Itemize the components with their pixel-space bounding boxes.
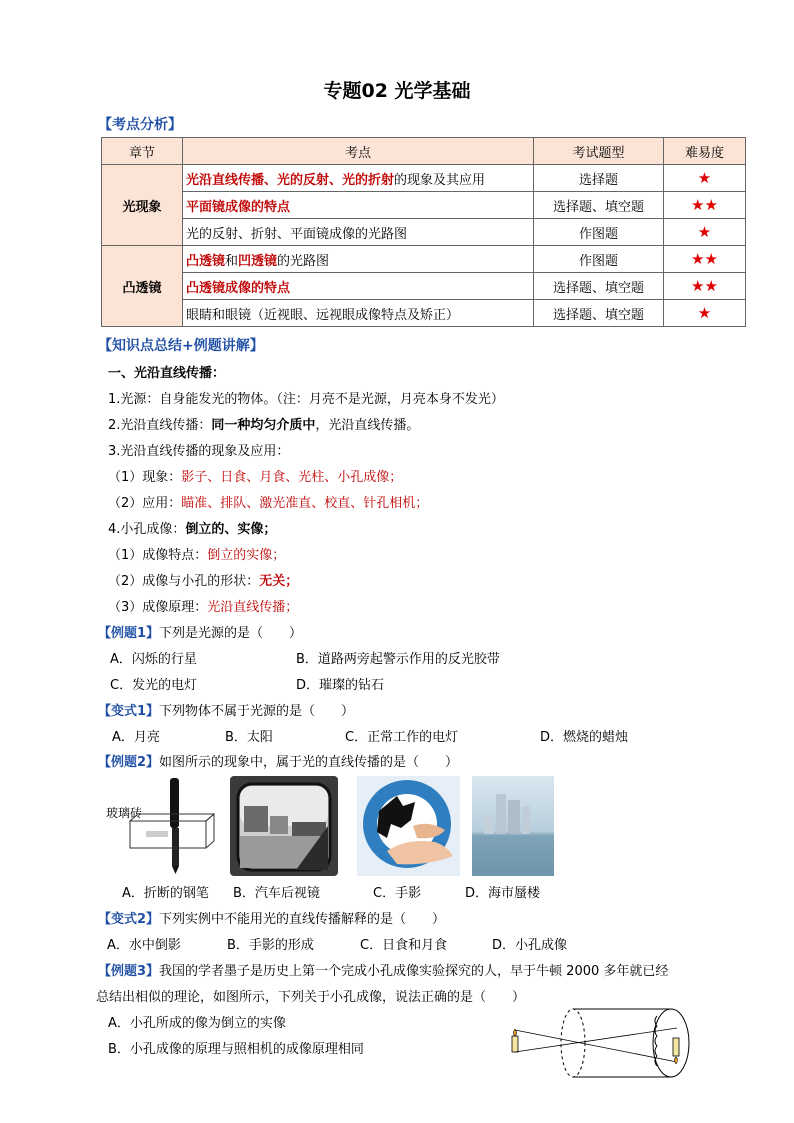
option-b: B．手影的形成	[227, 938, 314, 953]
option-b: B．小孔成像的原理与照相机的成像原理相同	[108, 1042, 364, 1057]
rearview-mirror-image	[230, 776, 338, 876]
header-difficulty: 难易度	[664, 138, 746, 165]
point-cell: 光沿直线传播、光的反射、光的折射的现象及其应用	[183, 165, 534, 192]
option-c: C．日食和月食	[360, 938, 448, 953]
option-a: A．小孔所成的像为倒立的实像	[108, 1016, 286, 1031]
point-cell: 凸透镜和凹透镜的光路图	[183, 246, 534, 273]
pinhole-diagram	[505, 1006, 697, 1080]
table-row	[102, 300, 746, 327]
exam-points-table	[101, 137, 746, 327]
variant-2: 【变式2】下列实例中不能用光的直线传播解释的是（ ）	[98, 912, 446, 927]
option-d: D．小孔成像	[492, 938, 568, 953]
knowledge-line: （2）应用：瞄准、排队、激光准直、校直、针孔相机；	[108, 496, 429, 511]
question-2: 【例题2】如图所示的现象中，属于光的直线传播的是（ ）	[98, 755, 459, 770]
table-row	[102, 219, 746, 246]
option-b: B．道路两旁起警示作用的反光胶带	[296, 652, 500, 667]
header-type: 考试题型	[534, 138, 664, 165]
knowledge-line: （3）成像原理：光沿直线传播；	[108, 600, 299, 615]
option-b: B．汽车后视镜	[233, 886, 320, 901]
table-row	[102, 192, 746, 219]
option-b: B．太阳	[225, 730, 273, 745]
difficulty-stars: ★★	[664, 192, 746, 219]
knowledge-line: 4.小孔成像：倒立的、实像；	[108, 522, 277, 537]
knowledge-line: 1.光源：自身能发光的物体。（注：月亮不是光源，月亮本身不发光）	[108, 392, 504, 407]
knowledge-line: 2.光沿直线传播：同一种均匀介质中，光沿直线传播。	[108, 418, 420, 433]
option-d: D．璀璨的钻石	[296, 678, 385, 693]
table-row	[102, 165, 746, 192]
type-cell: 选择题	[534, 165, 664, 192]
hand-shadow-image	[357, 776, 460, 876]
page-title: 专题02 光学基础	[323, 80, 471, 102]
table-row	[102, 246, 746, 273]
option-a: A．折断的钢笔	[122, 886, 209, 901]
option-d: D．燃烧的蜡烛	[540, 730, 629, 745]
knowledge-line: （1）成像特点：倒立的实像；	[108, 548, 286, 563]
chapter-cell: 光现象	[102, 165, 183, 246]
type-cell: 作图题	[534, 219, 664, 246]
question-3: 【例题3】我国的学者墨子是历史上第一个完成小孔成像实验探究的人，早于牛顿 2000 多年就已经	[98, 964, 669, 979]
variant-1: 【变式1】下列物体不属于光源的是（ ）	[98, 704, 355, 719]
option-a: A．闪烁的行星	[110, 652, 197, 667]
option-a: A．月亮	[112, 730, 160, 745]
option-c: C．手影	[373, 886, 422, 901]
type-cell: 选择题、填空题	[534, 300, 664, 327]
difficulty-stars: ★	[664, 300, 746, 327]
table-header-row	[102, 138, 746, 165]
point-cell: 凸透镜成像的特点	[183, 273, 534, 300]
mirage-image	[472, 776, 554, 876]
header-point: 考点	[183, 138, 534, 165]
option-a: A．水中倒影	[107, 938, 181, 953]
question-1: 【例题1】下列是光源的是（ ）	[98, 626, 303, 641]
difficulty-stars: ★★	[664, 273, 746, 300]
knowledge-line: 3.光沿直线传播的现象及应用：	[108, 444, 290, 459]
knowledge-line: （1）现象：影子、日食、月食、光柱、小孔成像；	[108, 470, 403, 485]
point-cell: 平面镜成像的特点	[183, 192, 534, 219]
knowledge-line: （2）成像与小孔的形状：无关；	[108, 574, 299, 589]
glass-brick-label: 玻璃砖	[106, 806, 143, 820]
option-d: D．海市蜃楼	[465, 886, 541, 901]
broken-pen-image	[106, 776, 216, 876]
header-chapter: 章节	[102, 138, 183, 165]
difficulty-stars: ★★	[664, 246, 746, 273]
table-row	[102, 273, 746, 300]
difficulty-stars: ★	[664, 165, 746, 192]
point-cell: 眼睛和眼镜（近视眼、远视眼成像特点及矫正）	[183, 300, 534, 327]
option-c: C．正常工作的电灯	[345, 730, 459, 745]
chapter-cell: 凸透镜	[102, 246, 183, 327]
section-analysis-heading: 【考点分析】	[98, 117, 182, 133]
section-knowledge-heading: 【知识点总结+例题讲解】	[98, 338, 264, 354]
type-cell: 选择题、填空题	[534, 192, 664, 219]
difficulty-stars: ★	[664, 219, 746, 246]
point-cell: 光的反射、折射、平面镜成像的光路图	[183, 219, 534, 246]
option-c: C．发光的电灯	[110, 678, 198, 693]
type-cell: 作图题	[534, 246, 664, 273]
type-cell: 选择题、填空题	[534, 273, 664, 300]
knowledge-heading-1: 一、光沿直线传播：	[108, 366, 226, 381]
question-3-continued: 总结出相似的理论，如图所示，下列关于小孔成像，说法正确的是（ ）	[96, 990, 526, 1005]
